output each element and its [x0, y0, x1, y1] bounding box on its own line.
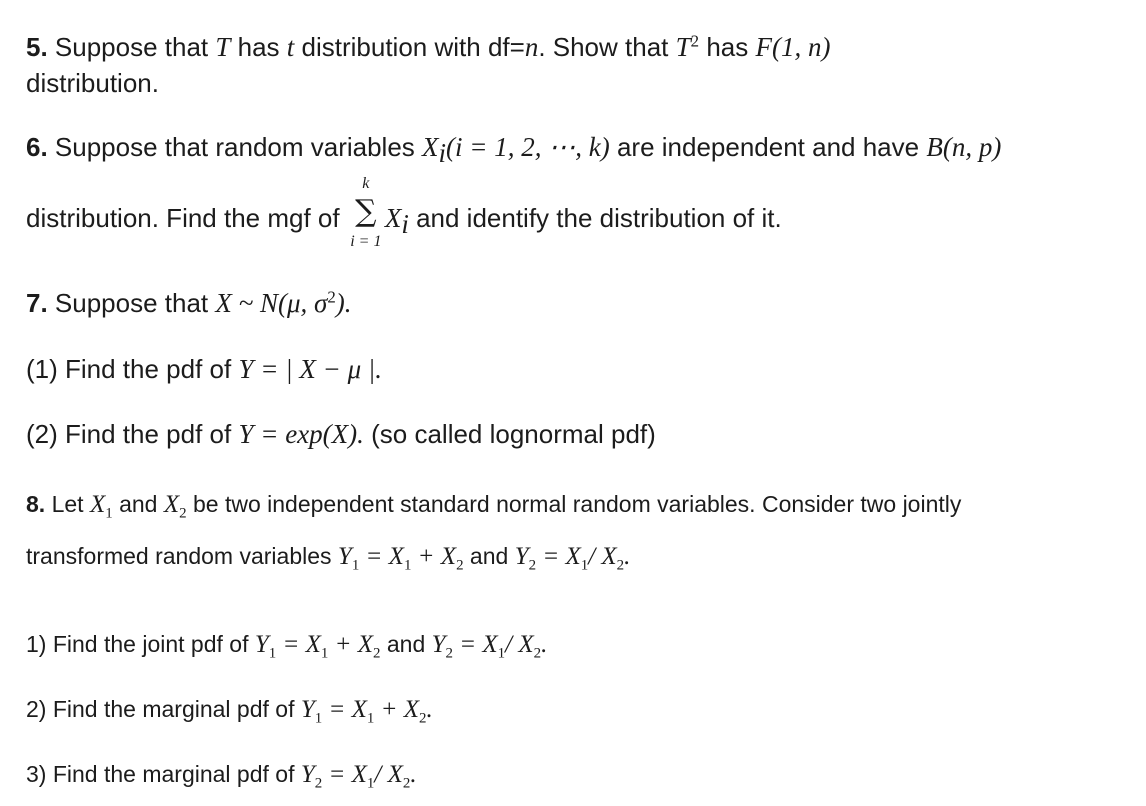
- subquestion-3: 3) Find the marginal pdf of $Y_2 = X_1/$ $X_2$.: [26, 761, 417, 792]
- subquestion-1: 1) Find the joint pdf of $Y_1 = X_1 + X_2$ and $Y_2 = X_1/$ $X_2$.: [26, 631, 548, 662]
- problem-8-line-2: transformed random variables $Y_1 = X_1 + X_2$ and $Y_2 = X_1/$ $X_2$.: [26, 543, 631, 574]
- problem-8-line-1: 8. Let $X_1$ and $X_2$ be two independent standard normal random variables. Consider two jointly: [26, 491, 962, 522]
- problem-number: 7.: [26, 288, 48, 318]
- problem-7-line-1: 7. Suppose that X ~ N(μ, $\sigma^2$).: [26, 287, 352, 318]
- problem-7-question-2: (2) Find the pdf of Y = exp(X). (so called lognormal pdf): [26, 419, 656, 449]
- problem-number: 5.: [26, 32, 48, 62]
- problem-number: 8.: [26, 491, 46, 517]
- subquestion-2: 2) Find the marginal pdf of $Y_1 = X_1 + X_2$.: [26, 696, 433, 727]
- problem-number: 6.: [26, 132, 48, 162]
- problem-7-question-1: (1) Find the pdf of Y = | X − μ |.: [26, 354, 383, 384]
- problem-6-line-1: 6. Suppose that random variables $X_i(i = 1$, 2, ⋯, k) are independent and have B(n, p): [26, 132, 1002, 169]
- problem-5-line-2: distribution.: [26, 68, 159, 98]
- problem-5-line-1: 5. Suppose that T has t distribution with df=n. Show that $T^2$ has F(1, n): [26, 31, 831, 62]
- summation-symbol: k ∑ i = 1: [350, 175, 382, 250]
- problem-6-line-2: distribution. Find the mgf of k ∑ i = 1 $X_i$ and identify the distribution of it.: [26, 175, 782, 250]
